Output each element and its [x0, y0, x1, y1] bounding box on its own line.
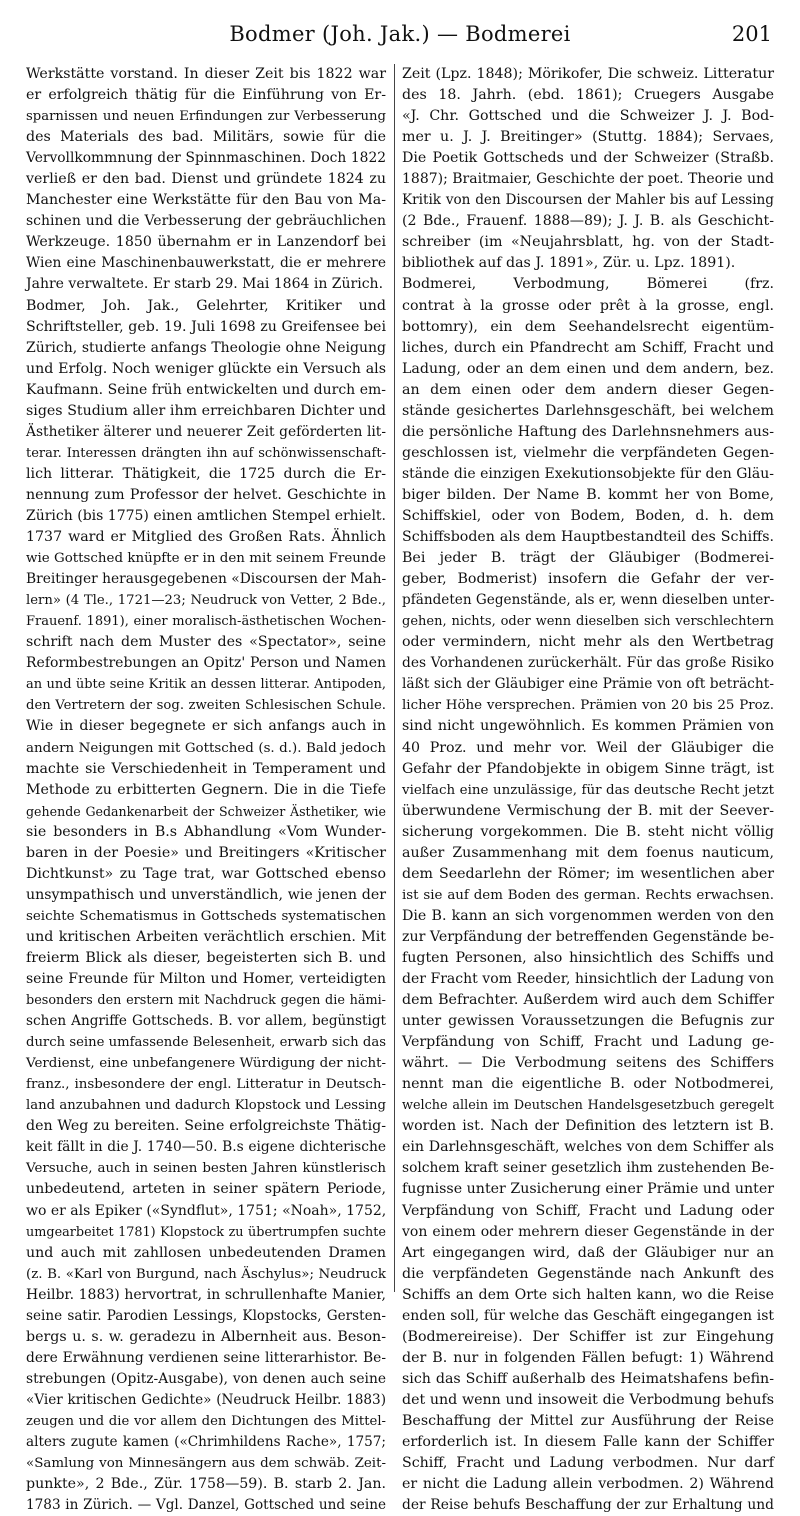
text-line: solchem kraft seiner gesetzlich ihm zustehenden Be- — [402, 1160, 774, 1177]
text-line: geber, Bodmerist) insofern die Gefahr der ver- — [402, 571, 774, 588]
text-line: schrift nach dem Muster des «Spectator», seine — [26, 634, 386, 651]
text-line: Bodmer, Joh. Jak., Gelehrter, Kritiker und — [26, 297, 386, 314]
text-line: liches, durch ein Pfandrecht am Schiff, Fracht und — [402, 339, 774, 356]
text-line: nennt man die eigentliche B. oder Notbodmerei, — [402, 1076, 774, 1093]
text-line: seine Freunde für Milton und Homer, verteidigten — [26, 971, 386, 988]
text-line: Ästhetiker älterer und neuerer Zeit geförderten lit- — [26, 423, 386, 440]
text-line: Bei jeder B. trägt der Gläubiger (Bodmerei- — [402, 550, 774, 567]
text-line: ein Darlehnsgeschäft, welches von dem Schiffer als — [402, 1139, 774, 1156]
text-line: land anzubahnen und dadurch Klopstock und Lessing — [26, 1098, 386, 1114]
right-column — [402, 64, 775, 1514]
text-line: zur Verpfändung der betreffenden Gegenstände be- — [402, 928, 774, 945]
text-line: (2 Bde., Frauenf. 1888—89); J. J. B. als Geschicht- — [402, 213, 774, 230]
text-line: punkte», 2 Bde., Zür. 1758—59). B. starb 2. Jan. — [26, 1476, 386, 1493]
text-line: bibliothek auf das J. 1891», Zür. u. Lpz. 1891). — [402, 255, 736, 272]
text-line: licher Höhe versprechen. Prämien von 20 bis 25 Proz. — [402, 698, 774, 714]
text-line: an dem einen oder dem andern dieser Gegen- — [402, 381, 774, 398]
text-line: worden ist. Nach der Definition des letztern ist B. — [402, 1118, 774, 1135]
text-line: und kritischen Arbeiten verächtlich erschien. Mit — [26, 928, 386, 945]
text-line: an und übte seine Kritik an dessen litterar. Antipoden, — [26, 677, 386, 693]
text-line: unter gewissen Voraussetzungen die Befugnis zur — [402, 1013, 774, 1030]
text-line: Schriftsteller, geb. 19. Juli 1698 zu Greifensee bei — [26, 318, 386, 335]
text-line: Zürich, studierte anfangs Theologie ohne Neigung — [26, 339, 386, 356]
text-line: baren in der Poesie» und Breitingers «Kritischer — [26, 844, 386, 861]
text-line: «Vier kritischen Gedichte» (Neudruck Heilbr. 1883) — [26, 1391, 386, 1408]
text-line: 40 Proz. und mehr vor. Weil der Gläubiger die — [402, 739, 774, 756]
text-line: Methode zu erbitterten Gegnern. Die in die Tiefe — [26, 781, 386, 798]
text-line: und auch mit zahllosen unbedeutenden Dramen — [26, 1244, 386, 1261]
text-line: gehen, nichts, oder wenn dieselben sich verschlechtern — [402, 614, 774, 630]
text-line: Schiffsboden als dem Hauptbestandteil des Schiffs. — [402, 529, 774, 546]
text-line: gehende Gedankenarbeit der Schweizer Ästhetiker, wie — [26, 803, 386, 819]
text-line: Werkstätte vorstand. In dieser Zeit bis 1822 war — [26, 66, 386, 82]
text-line: Wien eine Maschinenbauwerkstatt, die er mehrere — [26, 255, 386, 272]
text-line: der Fracht vom Reeder, hinsichtlich der Ladung von — [402, 971, 774, 988]
text-line: besonders den erstern mit Nachdruck gegen die hämi- — [26, 993, 386, 1009]
text-line: überwundene Vermischung der B. mit der Seever- — [402, 802, 774, 819]
text-line: 1737 ward er Mitglied des Großen Rats. Ähnlich — [26, 529, 386, 546]
text-line: fugten Personen, also hinsichtlich des Schiffs und — [402, 949, 774, 966]
text-line: unbedeutend, arteten in seiner spätern Periode, — [26, 1181, 386, 1198]
text-line: läßt sich der Gläubiger eine Prämie von oft beträcht- — [402, 676, 774, 693]
text-line: alters zugute kamen («Chrimhildens Rache», 1757; — [26, 1434, 386, 1451]
text-line: dere Erwähnung verdienen seine litterarhistor. Be- — [26, 1349, 386, 1366]
running-head: Bodmer (Joh. Jak.) — Bodmerei — [229, 22, 571, 46]
text-line: des Materials des bad. Militärs, sowie für die — [26, 129, 386, 146]
text-line: wie Gottsched knüpfte er in den mit seinem Freunde — [26, 551, 386, 567]
text-line: sparnissen und neuen Erfindungen zur Verbesserung — [26, 109, 386, 125]
text-line: geschlossen ist, vielmehr die verpfändeten Gegen- — [402, 444, 774, 461]
text-line: franz., insbesondere der engl. Litteratur in Deutsch- — [26, 1077, 386, 1093]
text-line: stände gesichertes Darlehnsgeschäft, bei welchem — [402, 402, 774, 419]
text-line: ist sie auf dem Boden des german. Rechts erwachsen. — [402, 887, 774, 903]
text-line: Kaufmann. Seine früh entwickelten und durch em- — [26, 381, 386, 398]
text-line: biger bilden. Der Name B. kommt her von Bome, — [402, 486, 774, 503]
text-line: «Samlung von Minnesängern aus dem schwäb. Zeit- — [26, 1456, 386, 1472]
text-line: seichte Schematismus in Gottscheds systematischen — [26, 908, 386, 924]
text-line: er erfolgreich thätig für die Einführung von Er- — [26, 87, 386, 104]
text-line: von einem oder mehrern dieser Gegenstände in der — [402, 1223, 774, 1240]
text-line: Ladung, oder an dem einen und dem andern, bez. — [402, 360, 774, 377]
text-line: außer Zusammenhang mit dem foenus nauticum, — [402, 844, 774, 861]
text-line: «J. Chr. Gottsched und die Schweizer J. J. Bod- — [402, 108, 774, 125]
text-line: Heilbr. 1883) hervortrat, in schrullenhafte Manier, — [26, 1286, 386, 1303]
text-line: strebungen (Opitz-Ausgabe), von denen auch seine — [26, 1370, 386, 1387]
text-line: Zürich (bis 1775) einen amtlichen Stempel erhielt. — [26, 507, 386, 524]
text-line: keit fällt in die J. 1740—50. B.s eigene dichterische — [26, 1139, 386, 1156]
text-line: dem Seedarlehn der Römer; im wesentlichen aber — [402, 865, 774, 882]
text-line: (z. B. «Karl von Burgund, nach Äschylus»; Neudruck — [26, 1266, 386, 1282]
text-line: seine satir. Parodien Lessings, Klopstocks, Gersten- — [26, 1307, 386, 1324]
text-line: lich litterar. Thätigkeit, die 1725 durch die Er- — [26, 465, 386, 482]
text-line: Die Poetik Gottscheds und der Schweizer (Straßb. — [402, 150, 774, 167]
text-line: Kritik von den Discoursen der Mahler bis auf Lessing — [402, 192, 774, 209]
text-line: Jahre verwaltete. Er starb 29. Mai 1864 in Zürich. — [26, 276, 384, 293]
text-line: erforderlich ist. In diesem Falle kann der Schiffer — [402, 1434, 774, 1451]
text-line: schreiber (im «Neujahrsblatt, hg. von der Stadt- — [402, 234, 774, 251]
page-header — [28, 22, 772, 56]
text-line: pfändeten Gegenstände, als er, wenn dieselben unter- — [402, 592, 775, 609]
text-line: andern Neigungen mit Gottsched (s. d.). Bald jedoch — [26, 740, 386, 756]
left-column — [26, 64, 387, 1514]
text-line: durch seine umfassende Belesenheit, erwarb sich das — [26, 1035, 386, 1051]
text-line: stände die einzigen Exekutionsobjekte für den Gläu- — [402, 465, 774, 482]
text-line: er nicht die Ladung allein verbodmen. 2) Während — [402, 1476, 774, 1493]
text-line: dem Befrachter. Außerdem wird auch dem Schiffer — [402, 992, 774, 1009]
text-line: 1783 in Zürich. — Vgl. Danzel, Gottsched und seine — [26, 1497, 386, 1514]
text-line: Schiff, Fracht und Ladung verbodmen. Nur darf — [402, 1455, 774, 1472]
text-line: machte sie Verschiedenheit in Temperament und — [26, 760, 386, 777]
text-line: Die B. kann an sich vorgenommen werden von den — [402, 907, 774, 924]
text-line: Schiffskiel, oder von Bodem, Boden, d. h. dem — [402, 507, 774, 524]
text-line: 1887); Braitmaier, Geschichte der poet. Theorie und — [402, 171, 774, 188]
text-line: oder vermindern, nicht mehr als den Wertbetrag — [402, 634, 774, 651]
text-line: Reformbestrebungen an Opitz' Person und Namen — [26, 655, 386, 672]
text-line: die persönliche Haftung des Darlehnsnehmers aus- — [402, 423, 774, 440]
text-line: Frauenf. 1891), einer moralisch-ästhetischen Wochen- — [26, 614, 386, 630]
text-line: Verdienst, eine unbefangenere Würdigung der nicht- — [26, 1056, 386, 1072]
page-number: 201 — [731, 22, 772, 46]
text-line: bottomry), ein dem Seehandelsrecht eigentüm- — [402, 318, 774, 335]
text-line: wo er als Epiker («Syndflut», 1751; «Noah», 1752, — [26, 1202, 387, 1219]
text-line: Schiffs an dem Orte sich halten kann, wo die Reise — [402, 1286, 774, 1303]
text-line: währt. — Die Verbodmung seitens des Schiffers — [402, 1055, 774, 1072]
text-line: Verpfändung von Schiff, Fracht und Ladung oder — [402, 1202, 774, 1219]
text-line: der B. nur in folgenden Fällen befugt: 1) Während — [402, 1349, 774, 1366]
text-line: Dichtkunst» zu Tage trat, war Gottsched ebenso — [26, 865, 386, 882]
text-line: Breitinger herausgegebenen «Discoursen der Mah- — [26, 571, 387, 588]
text-line: sicherung vorgekommen. Die B. steht nicht völlig — [402, 823, 774, 840]
text-line: schinen und die Verbesserung der gebräuchlichen — [26, 213, 386, 230]
text-line: freierm Blick als dieser, begeisterten sich B. und — [26, 949, 386, 966]
text-line: des Vorhandenen zurückerhält. Für das große Risiko — [402, 655, 774, 672]
text-line: Art eingegangen wird, daß der Gläubiger nur an — [402, 1244, 774, 1261]
text-line: Bodmerei, Verbodmung, Bömerei (frz. — [402, 276, 774, 293]
text-line: umgearbeitet 1781) Klopstock zu übertrumpfen suchte — [26, 1224, 386, 1240]
text-line: sind nicht ungewöhnlich. Es kommen Prämien von — [402, 718, 774, 735]
text-line: mer u. J. J. Breitinger» (Stuttg. 1884); Servaes, — [402, 129, 774, 146]
text-line: Beschaffung der Mittel zur Ausführung der Reise — [402, 1413, 774, 1429]
text-line: Manchester eine Werkstätte für den Bau von Ma- — [26, 192, 386, 209]
text-line: contrat à la grosse oder prêt à la grosse, engl. — [402, 297, 774, 314]
text-line: vielfach eine unzulässige, für das deutsche Recht jetzt — [402, 782, 774, 798]
text-line: Versuche, auch in seinen besten Jahren künstlerisch — [26, 1161, 386, 1177]
text-line: verließ er den bad. Dienst und gründete 1824 zu — [26, 171, 386, 188]
text-line: unsympathisch und unverständlich, wie jenen der — [26, 886, 386, 903]
text-line: bergs u. s. w. geradezu in Albernheit aus. Beson- — [26, 1328, 386, 1345]
text-line: schen Angriffe Gottscheds. B. vor allem, begünstigt — [26, 1013, 386, 1030]
text-line: lern» (4 Tle., 1721—23; Neudruck von Vetter, 2 Bde., — [26, 593, 386, 609]
text-line: zeugen und die vor allem den Dichtungen des Mittel- — [26, 1414, 386, 1429]
text-line: Vervollkommnung der Spinnmaschinen. Doch 1822 — [26, 150, 386, 167]
text-line: Werkzeuge. 1850 übernahm er in Lanzendorf bei — [26, 234, 386, 251]
text-line: des 18. Jahrh. (ebd. 1861); Cruegers Ausgabe — [402, 87, 774, 104]
text-line: terar. Interessen drängten ihn auf schönwissenschaft- — [26, 445, 386, 461]
text-line: Verpfändung von Schiff, Fracht und Ladung ge- — [402, 1034, 774, 1051]
text-line: enden soll, für welche das Geschäft eingegangen ist — [402, 1307, 774, 1324]
text-line: und Erfolg. Noch weniger glückte ein Versuch als — [26, 360, 386, 377]
text-line: der Reise behufs Beschaffung der zur Erhaltung und — [402, 1497, 774, 1514]
text-line: Wie in dieser begegnete er sich anfangs auch in — [26, 718, 386, 735]
text-line: die verpfändeten Gegenstände nach Ankunft des — [402, 1265, 774, 1282]
text-line: sie besonders in B.s Abhandlung «Vom Wunder- — [26, 823, 386, 840]
text-line: nennung zum Professor der helvet. Geschichte in — [26, 486, 386, 503]
text-line: det und wenn und insoweit die Verbodmung behufs — [402, 1391, 774, 1408]
text-line: welche allein im Deutschen Handelsgesetzbuch geregelt — [402, 1098, 774, 1114]
column-divider — [394, 64, 395, 1292]
text-line: Zeit (Lpz. 1848); Mörikofer, Die schweiz. Litteratur — [402, 66, 774, 82]
text-line: Gefahr der Pfandobjekte in obigem Sinne trägt, ist — [402, 760, 774, 777]
text-line: fugnisse unter Zusicherung einer Prämie und unter — [402, 1181, 774, 1198]
text-line: den Vertretern der sog. zweiten Schlesischen Schule. — [26, 698, 386, 714]
text-line: sich das Schiff außerhalb des Heimatshafens befin- — [402, 1370, 774, 1387]
text-line: siges Studium aller ihm erreichbaren Dichter und — [26, 402, 386, 419]
text-line: den Weg zu bereiten. Seine erfolgreichste Thätig- — [26, 1118, 386, 1135]
text-line: (Bodmereireise). Der Schiffer ist zur Eingehung — [402, 1328, 774, 1345]
